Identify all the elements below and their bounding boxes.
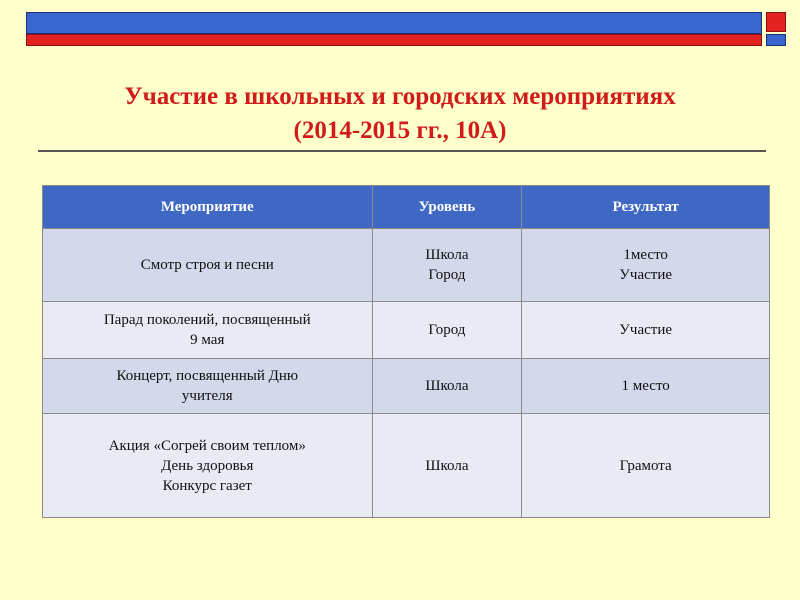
cell-line: Школа [425, 378, 469, 394]
cell-line: 1 место [621, 378, 670, 394]
result-cell [522, 302, 770, 359]
cell-line: 1место [623, 247, 668, 263]
cell-line: Смотр строя и песни [140, 257, 274, 273]
table-row [43, 302, 770, 359]
level-cell [372, 414, 522, 518]
cell-line: Город [428, 322, 466, 338]
header-result: Результат [522, 186, 770, 229]
result-cell [522, 359, 770, 414]
top-blue-bar [26, 12, 762, 34]
cell-line: Школа [425, 457, 469, 474]
level-cell [372, 359, 522, 414]
corner-blue-square [766, 34, 786, 46]
level-cell [372, 302, 522, 359]
cell-line: Концерт, посвященный Дню [116, 368, 299, 384]
result-cell [522, 229, 770, 302]
cell-line: День здоровья [161, 457, 254, 474]
cell-line: учителя [181, 388, 233, 404]
table-row [43, 414, 770, 518]
header-level: Уровень [372, 186, 522, 229]
cell-line: Акция «Согрей своим теплом» [108, 437, 306, 454]
event-cell [43, 229, 373, 302]
cell-line: Конкурс газет [162, 477, 252, 494]
table-header-row [43, 186, 770, 229]
page-title [0, 80, 800, 148]
table-row [43, 229, 770, 302]
level-cell [372, 229, 522, 302]
cell-line: Парад поколений, посвященный [103, 312, 311, 328]
corner-red-square [766, 12, 786, 32]
event-cell [43, 414, 373, 518]
result-cell [522, 414, 770, 518]
title-line-2: (2014-2015 гг., 10А) [293, 117, 507, 144]
cell-line: Школа [425, 247, 469, 263]
cell-line: Участие [619, 322, 673, 338]
cell-line: Город [428, 267, 466, 283]
table-row [43, 359, 770, 414]
event-cell [43, 302, 373, 359]
title-divider [38, 150, 766, 152]
title-line-1: Участие в школьных и городских мероприятиях [124, 83, 676, 110]
cell-line: Грамота [619, 457, 672, 474]
events-table [42, 185, 770, 518]
event-cell [43, 359, 373, 414]
header-event: Мероприятие [43, 186, 373, 229]
cell-line: 9 мая [190, 332, 225, 348]
cell-line: Участие [619, 267, 673, 283]
top-red-bar [26, 34, 762, 46]
